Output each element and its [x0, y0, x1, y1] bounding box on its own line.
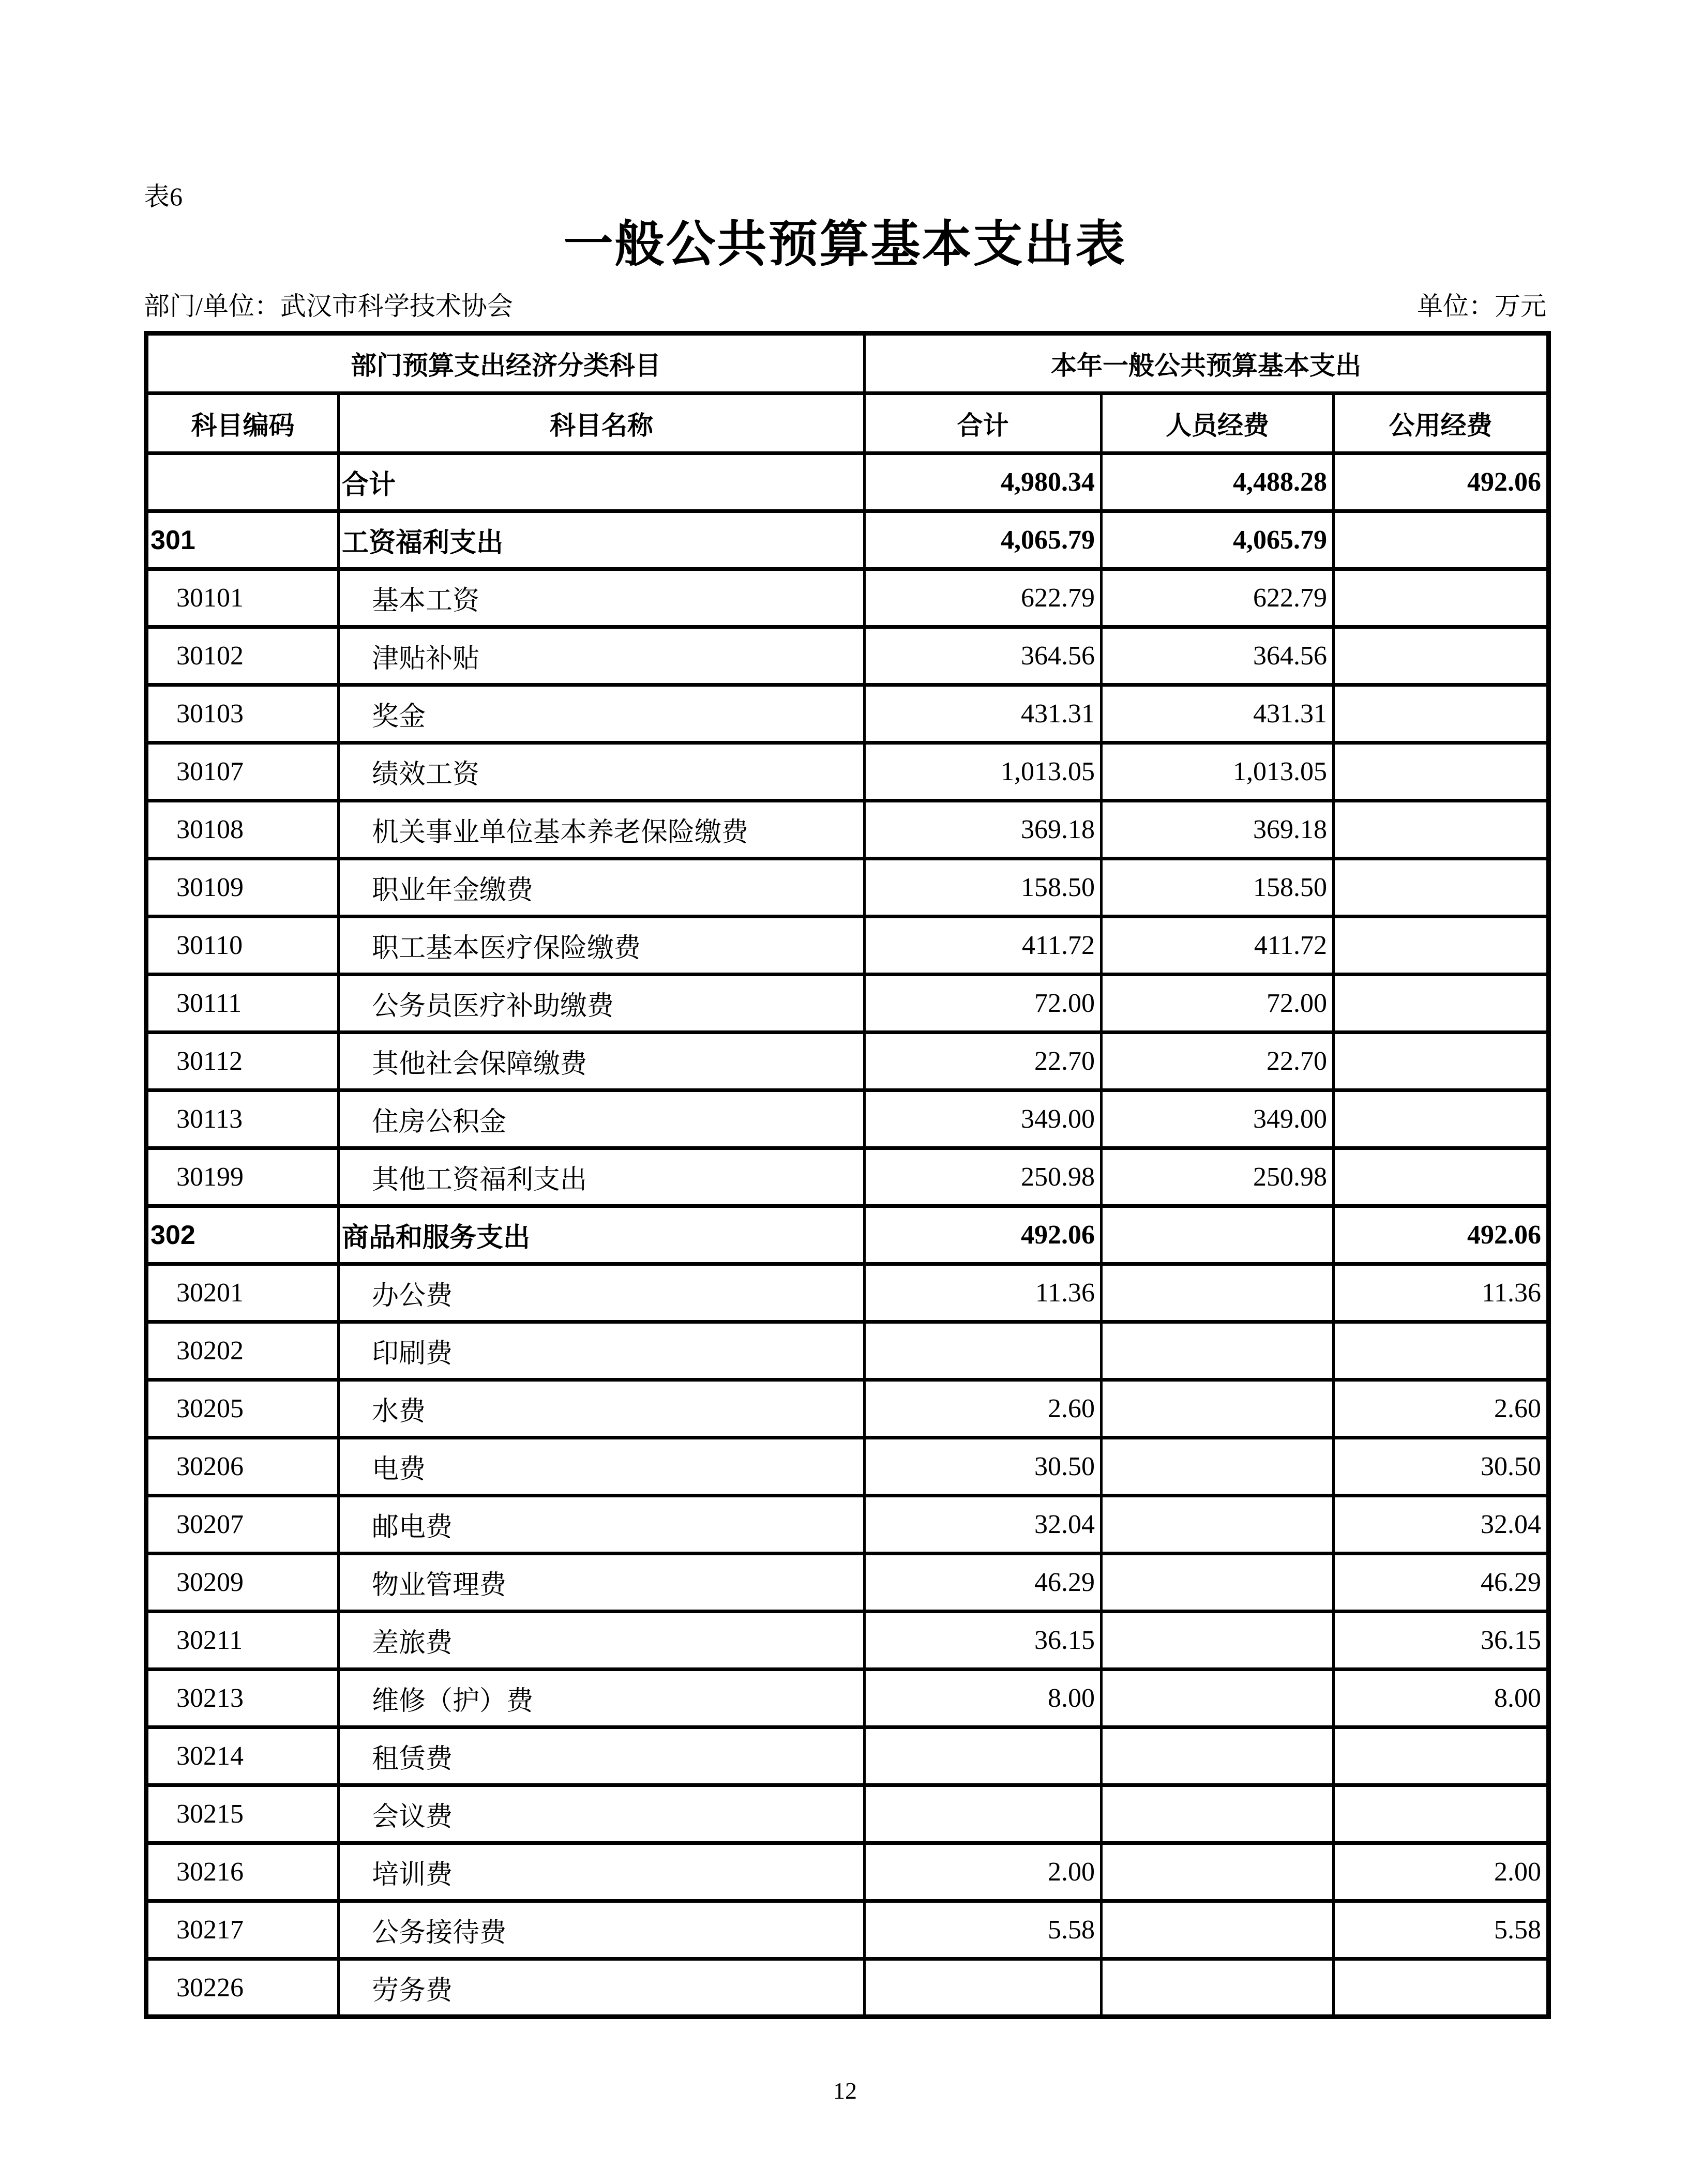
subject-name-cell: 津贴补贴: [339, 627, 865, 685]
table-row: [146, 1438, 1549, 1496]
subject-code-cell: 30207: [146, 1496, 339, 1554]
table-row: [146, 1727, 1549, 1785]
personnel-funds-cell: [1102, 1843, 1334, 1901]
table-row: [146, 569, 1549, 627]
public-funds-cell: [1334, 801, 1549, 859]
col-header-personnel-funds: 人员经费: [1102, 393, 1334, 453]
subject-code-cell: 30199: [146, 1148, 339, 1206]
subject-code-cell: 30213: [146, 1670, 339, 1727]
total-cell: 158.50: [865, 859, 1102, 917]
subject-name-cell: 水费: [339, 1380, 865, 1438]
personnel-funds-cell: [1102, 1959, 1334, 2017]
table-row: [146, 1206, 1549, 1264]
table-body: [146, 453, 1549, 2017]
subject-name-cell: 邮电费: [339, 1496, 865, 1554]
page-title: 一般公共预算基本支出表: [563, 217, 1127, 272]
public-funds-cell: [1334, 1090, 1549, 1148]
column-header-row: [146, 393, 1549, 453]
subject-code-cell: 30201: [146, 1264, 339, 1322]
table-row: [146, 627, 1549, 685]
public-funds-cell: 30.50: [1334, 1438, 1549, 1496]
total-cell: 11.36: [865, 1264, 1102, 1322]
subject-code-cell: 30202: [146, 1322, 339, 1380]
subject-name-cell: 合计: [339, 453, 865, 511]
personnel-funds-cell: 158.50: [1102, 859, 1334, 917]
info-line: [144, 285, 1546, 323]
total-cell: 364.56: [865, 627, 1102, 685]
subject-code-cell: 30217: [146, 1901, 339, 1959]
page-number: 12: [833, 2077, 857, 2104]
personnel-funds-cell: [1102, 1612, 1334, 1670]
total-cell: [865, 1322, 1102, 1380]
subject-name-cell: 租赁费: [339, 1727, 865, 1785]
total-cell: 2.00: [865, 1843, 1102, 1901]
subject-code-cell: 30209: [146, 1554, 339, 1612]
public-funds-cell: [1334, 511, 1549, 569]
table-row: [146, 801, 1549, 859]
personnel-funds-cell: [1102, 1264, 1334, 1322]
personnel-funds-cell: [1102, 1727, 1334, 1785]
public-funds-cell: [1334, 569, 1549, 627]
total-cell: 72.00: [865, 975, 1102, 1033]
budget-table: [144, 331, 1551, 2019]
table-row: [146, 975, 1549, 1033]
subject-code-cell: 30113: [146, 1090, 339, 1148]
table-row: [146, 1901, 1549, 1959]
public-funds-cell: [1334, 1785, 1549, 1843]
table-row: [146, 1612, 1549, 1670]
total-cell: 369.18: [865, 801, 1102, 859]
subject-code-cell: 30214: [146, 1727, 339, 1785]
public-funds-cell: 8.00: [1334, 1670, 1549, 1727]
public-funds-cell: [1334, 975, 1549, 1033]
personnel-funds-cell: 364.56: [1102, 627, 1334, 685]
public-funds-cell: [1334, 1727, 1549, 1785]
personnel-funds-cell: 72.00: [1102, 975, 1334, 1033]
subject-name-cell: 劳务费: [339, 1959, 865, 2017]
public-funds-cell: 2.00: [1334, 1843, 1549, 1901]
table-row: [146, 1264, 1549, 1322]
subject-name-cell: 职业年金缴费: [339, 859, 865, 917]
subject-code-cell: [146, 453, 339, 511]
group-header-current-year-expenditure: 本年一般公共预算基本支出: [865, 333, 1549, 393]
table-row: [146, 743, 1549, 801]
table-row: [146, 859, 1549, 917]
table-row: [146, 917, 1549, 975]
subject-name-cell: 机关事业单位基本养老保险缴费: [339, 801, 865, 859]
subject-name-cell: 物业管理费: [339, 1554, 865, 1612]
subject-code-cell: 30112: [146, 1033, 339, 1090]
table-label: 表6: [144, 182, 183, 211]
total-cell: 46.29: [865, 1554, 1102, 1612]
personnel-funds-cell: 369.18: [1102, 801, 1334, 859]
subject-code-cell: 30216: [146, 1843, 339, 1901]
public-funds-cell: 492.06: [1334, 1206, 1549, 1264]
table-row: [146, 1496, 1549, 1554]
subject-code-cell: 30205: [146, 1380, 339, 1438]
total-cell: 22.70: [865, 1033, 1102, 1090]
subject-name-cell: 绩效工资: [339, 743, 865, 801]
subject-name-cell: 差旅费: [339, 1612, 865, 1670]
total-cell: 5.58: [865, 1901, 1102, 1959]
public-funds-cell: 2.60: [1334, 1380, 1549, 1438]
col-header-subject-name: 科目名称: [339, 393, 865, 453]
subject-code-cell: 30215: [146, 1785, 339, 1843]
table-row: [146, 1322, 1549, 1380]
public-funds-cell: [1334, 1033, 1549, 1090]
subject-code-cell: 30103: [146, 685, 339, 743]
total-cell: 622.79: [865, 569, 1102, 627]
total-cell: 4,065.79: [865, 511, 1102, 569]
table-row: [146, 1554, 1549, 1612]
personnel-funds-cell: 349.00: [1102, 1090, 1334, 1148]
total-cell: 30.50: [865, 1438, 1102, 1496]
table-row: [146, 1090, 1549, 1148]
subject-code-cell: 30101: [146, 569, 339, 627]
total-cell: 411.72: [865, 917, 1102, 975]
personnel-funds-cell: [1102, 1785, 1334, 1843]
personnel-funds-cell: [1102, 1554, 1334, 1612]
subject-code-cell: 30108: [146, 801, 339, 859]
personnel-funds-cell: 22.70: [1102, 1033, 1334, 1090]
subject-name-cell: 维修（护）费: [339, 1670, 865, 1727]
subject-code-cell: 30110: [146, 917, 339, 975]
total-cell: 2.60: [865, 1380, 1102, 1438]
subject-name-cell: 公务接待费: [339, 1901, 865, 1959]
subject-code-cell: 301: [146, 511, 339, 569]
group-header-subject-classification: 部门预算支出经济分类科目: [146, 333, 865, 393]
public-funds-cell: [1334, 743, 1549, 801]
col-header-public-funds: 公用经费: [1334, 393, 1549, 453]
total-cell: 32.04: [865, 1496, 1102, 1554]
public-funds-cell: 46.29: [1334, 1554, 1549, 1612]
personnel-funds-cell: [1102, 1901, 1334, 1959]
personnel-funds-cell: [1102, 1206, 1334, 1264]
subject-code-cell: 30226: [146, 1959, 339, 2017]
subject-name-cell: 基本工资: [339, 569, 865, 627]
public-funds-cell: [1334, 1959, 1549, 2017]
table-row: [146, 1670, 1549, 1727]
subject-name-cell: 奖金: [339, 685, 865, 743]
total-cell: 1,013.05: [865, 743, 1102, 801]
subject-code-cell: 30206: [146, 1438, 339, 1496]
subject-code-cell: 302: [146, 1206, 339, 1264]
personnel-funds-cell: 431.31: [1102, 685, 1334, 743]
subject-name-cell: 培训费: [339, 1843, 865, 1901]
subject-name-cell: 印刷费: [339, 1322, 865, 1380]
currency-unit-label: 单位：万元: [1417, 292, 1546, 321]
subject-name-cell: 会议费: [339, 1785, 865, 1843]
public-funds-cell: [1334, 1322, 1549, 1380]
personnel-funds-cell: [1102, 1438, 1334, 1496]
table-row: [146, 453, 1549, 511]
public-funds-cell: 5.58: [1334, 1901, 1549, 1959]
group-header-row: [146, 333, 1549, 393]
personnel-funds-cell: [1102, 1322, 1334, 1380]
total-cell: [865, 1727, 1102, 1785]
table-row: [146, 511, 1549, 569]
personnel-funds-cell: 4,488.28: [1102, 453, 1334, 511]
personnel-funds-cell: [1102, 1670, 1334, 1727]
total-cell: [865, 1959, 1102, 2017]
table-row: [146, 1148, 1549, 1206]
department-unit-label: 部门/单位：武汉市科学技术协会: [144, 292, 513, 321]
subject-code-cell: 30102: [146, 627, 339, 685]
public-funds-cell: [1334, 627, 1549, 685]
col-header-subject-code: 科目编码: [146, 393, 339, 453]
total-cell: 250.98: [865, 1148, 1102, 1206]
table-row: [146, 1843, 1549, 1901]
personnel-funds-cell: 622.79: [1102, 569, 1334, 627]
subject-name-cell: 电费: [339, 1438, 865, 1496]
total-cell: 349.00: [865, 1090, 1102, 1148]
subject-name-cell: 其他工资福利支出: [339, 1148, 865, 1206]
subject-name-cell: 公务员医疗补助缴费: [339, 975, 865, 1033]
public-funds-cell: 36.15: [1334, 1612, 1549, 1670]
subject-name-cell: 其他社会保障缴费: [339, 1033, 865, 1090]
subject-code-cell: 30211: [146, 1612, 339, 1670]
personnel-funds-cell: 411.72: [1102, 917, 1334, 975]
subject-name-cell: 商品和服务支出: [339, 1206, 865, 1264]
personnel-funds-cell: [1102, 1496, 1334, 1554]
total-cell: 4,980.34: [865, 453, 1102, 511]
subject-code-cell: 30111: [146, 975, 339, 1033]
subject-code-cell: 30109: [146, 859, 339, 917]
public-funds-cell: 492.06: [1334, 453, 1549, 511]
subject-code-cell: 30107: [146, 743, 339, 801]
public-funds-cell: [1334, 1148, 1549, 1206]
subject-name-cell: 办公费: [339, 1264, 865, 1322]
subject-name-cell: 工资福利支出: [339, 511, 865, 569]
table-row: [146, 1785, 1549, 1843]
col-header-total: 合计: [865, 393, 1102, 453]
total-cell: 492.06: [865, 1206, 1102, 1264]
subject-name-cell: 住房公积金: [339, 1090, 865, 1148]
total-cell: 36.15: [865, 1612, 1102, 1670]
personnel-funds-cell: 1,013.05: [1102, 743, 1334, 801]
public-funds-cell: 32.04: [1334, 1496, 1549, 1554]
public-funds-cell: 11.36: [1334, 1264, 1549, 1322]
total-cell: 8.00: [865, 1670, 1102, 1727]
subject-name-cell: 职工基本医疗保险缴费: [339, 917, 865, 975]
personnel-funds-cell: [1102, 1380, 1334, 1438]
table-row: [146, 1380, 1549, 1438]
table-row: [146, 685, 1549, 743]
public-funds-cell: [1334, 685, 1549, 743]
personnel-funds-cell: 4,065.79: [1102, 511, 1334, 569]
table-row: [146, 1033, 1549, 1090]
public-funds-cell: [1334, 859, 1549, 917]
total-cell: [865, 1785, 1102, 1843]
public-funds-cell: [1334, 917, 1549, 975]
total-cell: 431.31: [865, 685, 1102, 743]
personnel-funds-cell: 250.98: [1102, 1148, 1334, 1206]
table-row: [146, 1959, 1549, 2017]
